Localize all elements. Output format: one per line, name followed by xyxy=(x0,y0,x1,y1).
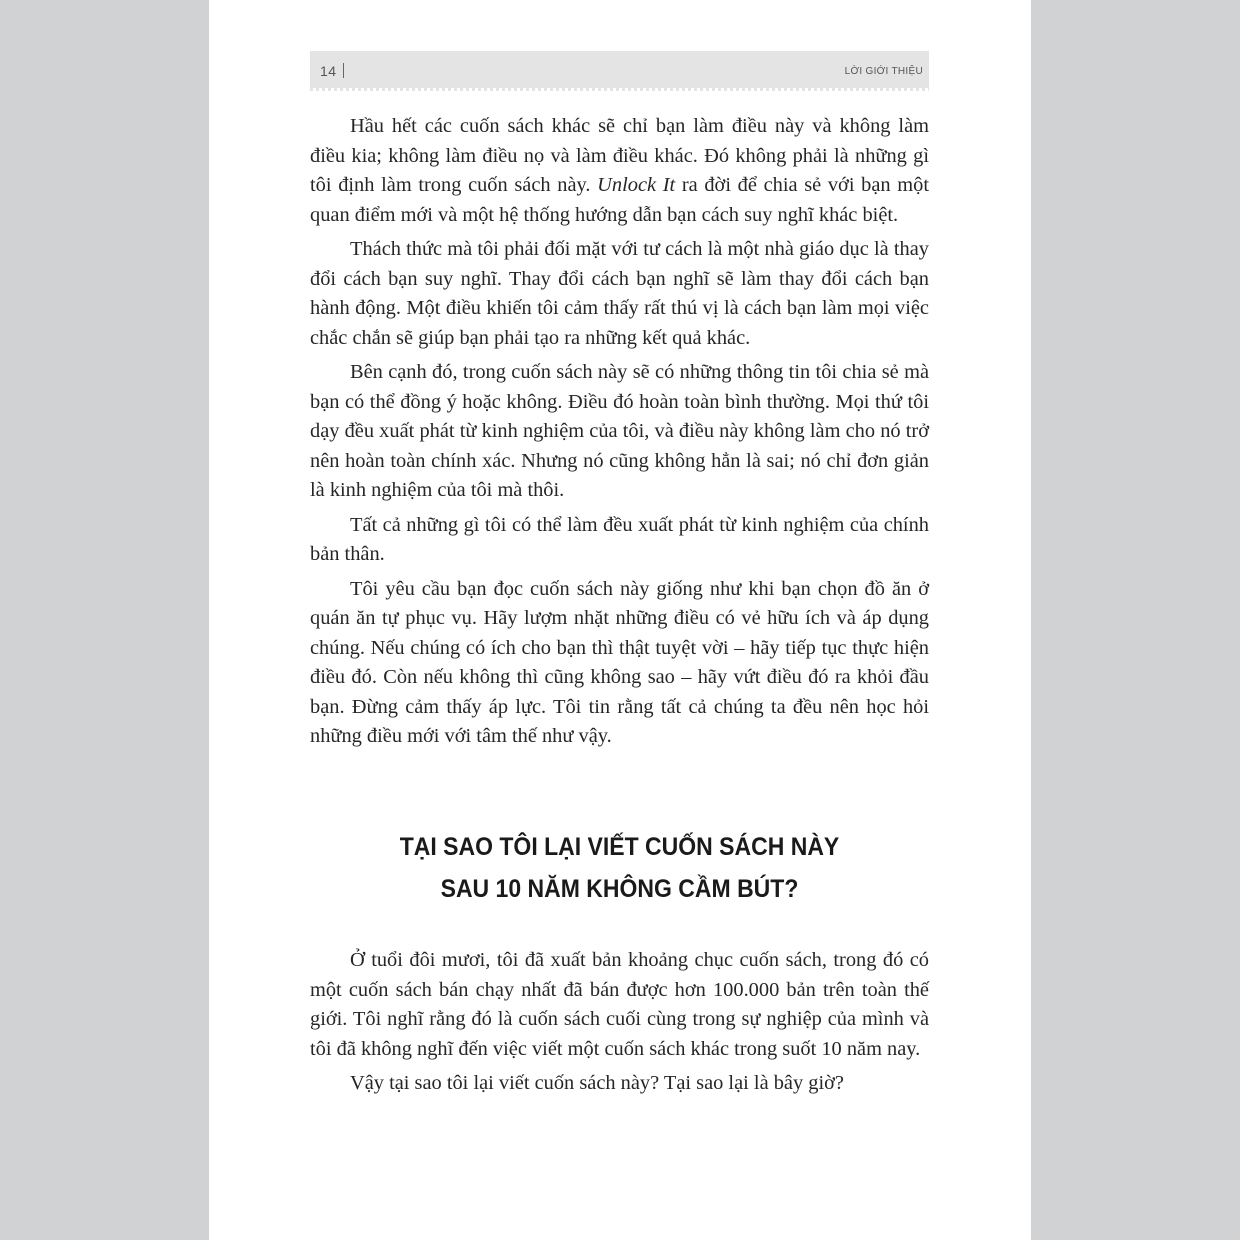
paragraph xyxy=(310,112,929,230)
paragraph: Thách thức mà tôi phải đối mặt với tư cách là một nhà giáo dục là thay đổi cách bạn suy nghĩ. Thay đổi cách bạn nghĩ sẽ làm thay đổi cách bạn hành động. Một điều khiến tôi cảm thấy rất thú vị là cách bạn làm mọi việc chắc chắn sẽ giúp bạn phải tạo ra những kết quả khác. xyxy=(310,238,929,349)
paragraph-text: Hầu hết các cuốn sách khác sẽ chỉ bạn làm điều này và không làm điều kia; không làm điều nọ và làm điều khác. Đó không phải là những gì tôi định làm trong cuốn sách này. xyxy=(310,115,929,196)
body-text-top xyxy=(310,112,929,757)
running-header xyxy=(310,51,929,88)
section-heading-line: SAU 10 NĂM KHÔNG CẦM BÚT? xyxy=(440,875,799,903)
header-divider xyxy=(343,63,344,78)
section-heading-line: TẠI SAO TÔI LẠI VIẾT CUỐN SÁCH NÀY xyxy=(399,833,840,861)
page-number: 14 xyxy=(320,63,337,79)
chapter-title: LỜI GIỚI THIỆU xyxy=(844,66,923,77)
book-page xyxy=(209,0,1031,1240)
paragraph: Tất cả những gì tôi có thể làm đều xuất phát từ kinh nghiệm của chính bản thân. xyxy=(310,513,929,565)
body-text-bottom xyxy=(310,946,929,1104)
section-heading xyxy=(335,826,904,910)
paragraph: Ở tuổi đôi mươi, tôi đã xuất bản khoảng chục cuốn sách, trong đó có một cuốn sách bán chạy nhất đã bán được hơn 100.000 bản trên toàn thế giới. Tôi nghĩ rằng đó là cuốn sách cuối cùng trong sự nghiệp của mình và tôi đã không nghĩ đến việc viết một cuốn sách khác trong suốt 10 năm nay. xyxy=(310,949,929,1060)
paragraph: Bên cạnh đó, trong cuốn sách này sẽ có những thông tin tôi chia sẻ mà bạn có thể đồng ý hoặc không. Điều đó hoàn toàn bình thường. Mọi thứ tôi dạy đều xuất phát từ kinh nghiệm của tôi, và điều này không làm cho nó trở nên hoàn toàn chính xác. Nhưng nó cũng không hẳn là sai; nó chỉ đơn giản là kinh nghiệm của tôi mà thôi. xyxy=(310,361,929,501)
paragraph: Tôi yêu cầu bạn đọc cuốn sách này giống như khi bạn chọn đồ ăn ở quán ăn tự phục vụ. Hãy lượm nhặt những điều có vẻ hữu ích và áp dụng chúng. Nếu chúng có ích cho bạn thì thật tuyệt vời – hãy tiếp tục thực hiện điều đó. Còn nếu không thì cũng không sao – hãy vứt điều đó ra khỏi đầu bạn. Đừng cảm thấy áp lực. Tôi tin rằng tất cả chúng ta đều nên học hỏi những điều mới với tâm thế như vậy. xyxy=(310,577,929,747)
paragraph: Vậy tại sao tôi lại viết cuốn sách này? Tại sao lại là bây giờ? xyxy=(350,1072,844,1094)
book-title-italic: Unlock It xyxy=(597,174,676,196)
paragraph-text: ra đời để chia sẻ với bạn một quan điểm mới và một hệ thống hướng dẫn bạn cách suy nghĩ khác biệt. xyxy=(310,174,929,226)
